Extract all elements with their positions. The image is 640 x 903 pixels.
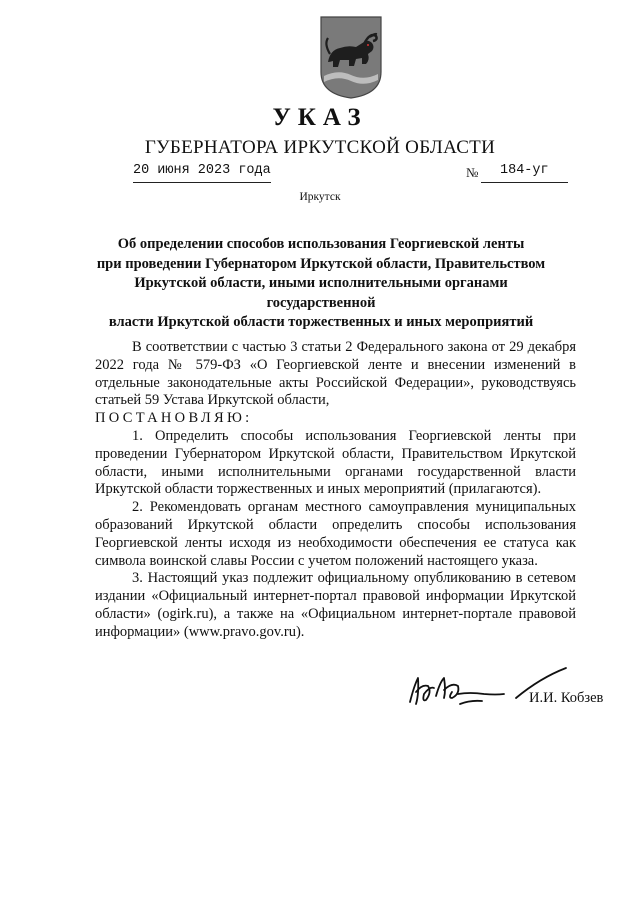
- subject-line: при проведении Губернатором Иркутской области, Правительством: [96, 255, 546, 272]
- subject-line: Иркутской области, иными исполнительными органами государственной: [134, 275, 508, 311]
- date-underline: [133, 182, 271, 183]
- preamble-paragraph: В соответствии с частью 3 статьи 2 Федерального закона от 29 декабря 2022 года № 579-ФЗ «О Георгиевской ленте и внесении изменений в отдельные законодательные акты Российской Федерации», руководствуясь статьей 59 Устава Иркутской области,: [95, 339, 576, 409]
- resolve-heading: ПОСТАНОВЛЯЮ:: [95, 410, 253, 427]
- decree-number: 184-уг: [500, 163, 549, 178]
- decree-item-3: 3. Настоящий указ подлежит официальному опубликованию в сетевом издании «Официальный интернет-портал правовой информации Иркутской области» (ogirk.ru), а также на «Официальном интернет-портале правовой информации» (www.pravo.gov.ru).: [95, 570, 576, 640]
- decree-subtitle: ГУБЕРНАТОРА ИРКУТСКОЙ ОБЛАСТИ: [144, 137, 496, 158]
- decree-item-2: 2. Рекомендовать органам местного самоуправления муниципальных образований Иркутской области определить способы использования Георгиевской ленты исходя из необходимости обеспечения ее статуса как символа воинской славы России с учетом положений настоящего указа.: [95, 499, 576, 569]
- subject-line: власти Иркутской области торжественных и иных мероприятий: [108, 314, 534, 330]
- city-name: Иркутск: [299, 191, 341, 203]
- irkutsk-coat-of-arms-icon: [318, 14, 384, 100]
- signer-name: И.И. Кобзев: [529, 690, 604, 706]
- decree-subject: [84, 235, 558, 333]
- subject-line: Об определении способов использования Георгиевской ленты: [117, 236, 525, 252]
- decree-item-1: 1. Определить способы использования Георгиевской ленты при проведении Губернатором Иркутской области, Правительством Иркутской области, иными исполнительными органами государственной власти Иркутской области торжественных и иных мероприятий (прилагаются).: [95, 427, 576, 498]
- number-underline: [481, 182, 568, 183]
- decree-body: [95, 339, 576, 642]
- number-sign: №: [466, 165, 479, 180]
- decree-date: 20 июня 2023 года: [133, 163, 271, 178]
- decree-title: УКАЗ: [272, 104, 368, 131]
